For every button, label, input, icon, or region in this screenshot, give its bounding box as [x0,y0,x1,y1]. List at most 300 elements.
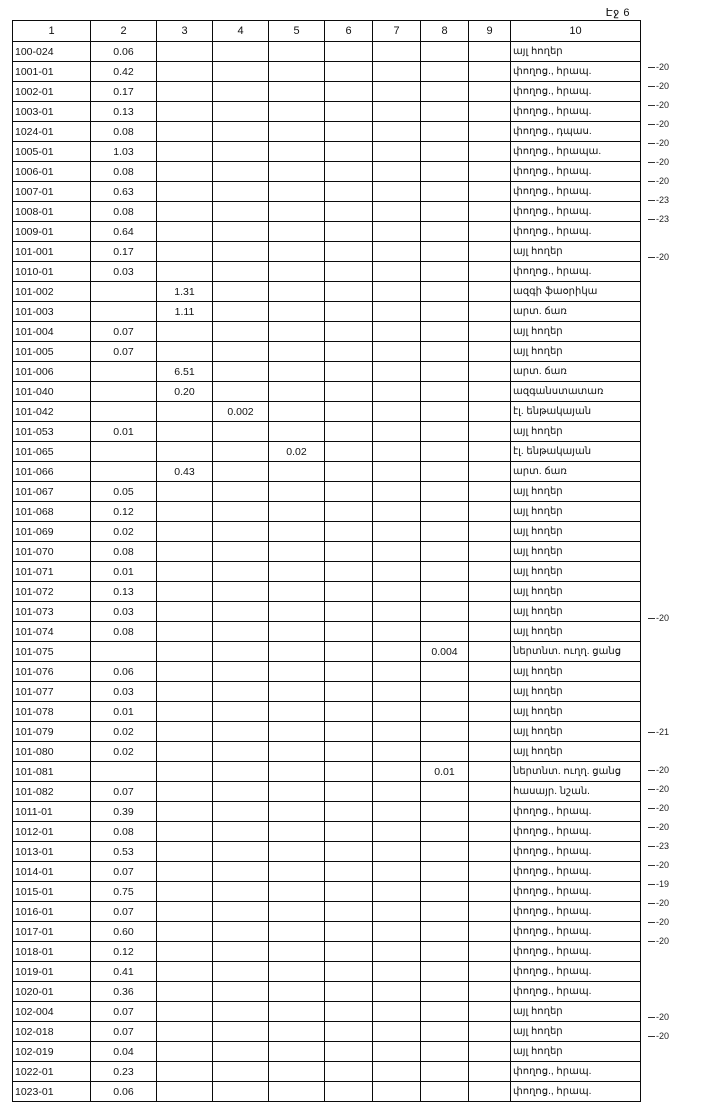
cell-col9 [469,182,511,202]
margin-note [648,1012,669,1022]
column-header-3: 3 [157,21,213,42]
cell-col8 [421,62,469,82]
cell-col7 [373,402,421,422]
cell-col2: 0.08 [91,622,157,642]
cell-col2: 0.03 [91,262,157,282]
margin-note-text: -20 [656,784,670,794]
cell-col3 [157,42,213,62]
cell-code: 1005-01 [13,142,91,162]
cell-col9 [469,642,511,662]
cell-col6 [325,622,373,642]
cell-code: 101-006 [13,362,91,382]
cell-col6 [325,62,373,82]
cell-col6 [325,782,373,802]
margin-note-dash-icon [648,903,655,904]
table-row [13,302,641,322]
cell-col8 [421,202,469,222]
cell-col6 [325,142,373,162]
margin-note-text: -20 [656,803,670,813]
cell-description: փողոց., հրապ. [511,942,641,962]
cell-description: փողոց., հրապ. [511,982,641,1002]
cell-col3 [157,82,213,102]
cell-col4 [213,462,269,482]
cell-col6 [325,702,373,722]
cell-col7 [373,62,421,82]
cell-col5 [269,622,325,642]
cell-col5 [269,102,325,122]
cell-col5 [269,342,325,362]
table-row [13,982,641,1002]
margin-note-text: -20 [656,898,670,908]
cell-code: 1010-01 [13,262,91,282]
cell-col7 [373,902,421,922]
margin-note-text: -20 [656,1031,670,1041]
cell-col8 [421,562,469,582]
cell-code: 1016-01 [13,902,91,922]
cell-col4 [213,742,269,762]
cell-col2: 0.39 [91,802,157,822]
cell-col9 [469,302,511,322]
cell-col6 [325,802,373,822]
cell-col5 [269,582,325,602]
cell-col7 [373,362,421,382]
cell-col5 [269,382,325,402]
cell-description: փողոց., հրապ. [511,1062,641,1082]
cell-col7 [373,522,421,542]
table-row [13,242,641,262]
cell-col3 [157,582,213,602]
cell-col3 [157,602,213,622]
cell-col7 [373,682,421,702]
cell-code: 102-004 [13,1002,91,1022]
cell-col7 [373,1062,421,1082]
table-row [13,162,641,182]
cell-col6 [325,902,373,922]
table-row [13,282,641,302]
cell-col2: 0.12 [91,942,157,962]
cell-col3 [157,342,213,362]
cell-col6 [325,262,373,282]
cell-col7 [373,42,421,62]
cell-col2 [91,362,157,382]
cell-col7 [373,1042,421,1062]
cell-col7 [373,182,421,202]
cell-col5 [269,942,325,962]
cell-code: 101-079 [13,722,91,742]
table-row [13,962,641,982]
cell-col8 [421,822,469,842]
cell-col7 [373,1082,421,1102]
cell-col5 [269,722,325,742]
cell-col8 [421,662,469,682]
margin-note-text: -23 [656,841,670,851]
table-row [13,682,641,702]
cell-col8 [421,1042,469,1062]
cell-col3 [157,722,213,742]
cell-code: 101-071 [13,562,91,582]
cell-col9 [469,842,511,862]
cell-code: 1007-01 [13,182,91,202]
cell-col5 [269,62,325,82]
cell-col6 [325,1042,373,1062]
table-row [13,482,641,502]
cell-col7 [373,82,421,102]
margin-note [648,784,669,794]
cell-col5 [269,182,325,202]
cell-col6 [325,762,373,782]
cell-description: փողոց., հրապ. [511,1082,641,1102]
margin-note-dash-icon [648,181,655,182]
table-row [13,722,641,742]
cell-col3 [157,702,213,722]
cell-description: այլ հողեր [511,482,641,502]
margin-note-text: -21 [656,727,670,737]
cell-col3 [157,1062,213,1082]
cell-col2 [91,762,157,782]
margin-note-text: -20 [656,765,670,775]
cell-col5 [269,1082,325,1102]
cell-col3 [157,402,213,422]
cell-description: այլ հողեր [511,702,641,722]
cell-col4 [213,1062,269,1082]
table-row [13,182,641,202]
cell-col9 [469,1002,511,1022]
table-row [13,222,641,242]
cell-col9 [469,722,511,742]
cell-description: ներտնտ. ուղղ. ցանց [511,762,641,782]
cell-col6 [325,162,373,182]
cell-col3 [157,902,213,922]
cell-col4 [213,482,269,502]
cell-description: այլ հողեր [511,1002,641,1022]
cell-col9 [469,922,511,942]
cell-col6 [325,1082,373,1102]
table-row [13,402,641,422]
cell-col3 [157,782,213,802]
cell-col9 [469,42,511,62]
cell-col7 [373,582,421,602]
cell-code: 1015-01 [13,882,91,902]
table-row [13,1002,641,1022]
cell-code: 1003-01 [13,102,91,122]
margin-note [648,252,669,262]
cell-col8 [421,882,469,902]
margin-note-dash-icon [648,143,655,144]
cell-col6 [325,462,373,482]
cell-col5 [269,842,325,862]
cell-col3 [157,62,213,82]
cell-col9 [469,362,511,382]
cell-col8 [421,182,469,202]
cell-col2: 0.75 [91,882,157,902]
cell-col8 [421,922,469,942]
cell-col2: 0.63 [91,182,157,202]
cell-col4 [213,642,269,662]
cell-col5 [269,682,325,702]
margin-note-dash-icon [648,732,655,733]
cell-col4 [213,342,269,362]
cell-col5 [269,202,325,222]
cell-col2 [91,402,157,422]
cell-col6 [325,1002,373,1022]
cell-col2: 0.53 [91,842,157,862]
cell-col8 [421,1082,469,1102]
cell-description: այլ հողեր [511,562,641,582]
cell-col2: 0.07 [91,862,157,882]
cell-col9 [469,602,511,622]
cell-col2: 0.07 [91,342,157,362]
cell-code: 1018-01 [13,942,91,962]
cell-col4 [213,82,269,102]
cell-col9 [469,862,511,882]
column-header-10: 10 [511,21,641,42]
cell-col5 [269,922,325,942]
cell-code: 1023-01 [13,1082,91,1102]
cell-col9 [469,802,511,822]
cell-col4 [213,362,269,382]
table-row [13,1022,641,1042]
table-row [13,142,641,162]
cell-col3 [157,1002,213,1022]
cell-col4 [213,422,269,442]
cell-col7 [373,542,421,562]
table-body [13,42,641,1102]
cell-col6 [325,842,373,862]
table-row [13,382,641,402]
cell-description: այլ հողեր [511,42,641,62]
cell-col8 [421,402,469,422]
cell-col6 [325,822,373,842]
cell-col5 [269,162,325,182]
cell-col5 [269,802,325,822]
cell-col2: 0.13 [91,582,157,602]
table-row [13,122,641,142]
cell-col9 [469,1022,511,1042]
cell-col6 [325,242,373,262]
cell-col5 [269,1042,325,1062]
cell-col5 [269,542,325,562]
cell-col9 [469,762,511,782]
cell-description: փողոց., հրապ. [511,162,641,182]
cell-col3 [157,822,213,842]
cell-col9 [469,122,511,142]
cell-col8 [421,802,469,822]
cell-col8 [421,1062,469,1082]
cell-col2: 0.08 [91,202,157,222]
column-header-1: 1 [13,21,91,42]
margin-note-text: -20 [656,917,670,927]
cell-col8 [421,262,469,282]
cell-col5 [269,462,325,482]
cell-description: փողոց., հրապ. [511,222,641,242]
cell-col2: 0.07 [91,1002,157,1022]
margin-note-text: -20 [656,936,670,946]
cell-col7 [373,242,421,262]
cell-col4 [213,722,269,742]
cell-description: փողոց., հրապ. [511,842,641,862]
cell-col4 [213,302,269,322]
cell-col8 [421,502,469,522]
margin-note [648,1031,669,1041]
cell-description: փողոց., հրապ. [511,922,641,942]
margin-note-dash-icon [648,941,655,942]
cell-col8 [421,122,469,142]
cell-col2: 0.03 [91,682,157,702]
cell-col7 [373,302,421,322]
cell-col8 [421,322,469,342]
cell-col8 [421,742,469,762]
cell-col6 [325,522,373,542]
cell-col3 [157,142,213,162]
cell-col6 [325,582,373,602]
cell-col8 [421,102,469,122]
cell-col6 [325,302,373,322]
cell-col2: 0.08 [91,542,157,562]
cell-code: 101-004 [13,322,91,342]
cell-col8 [421,422,469,442]
cell-col8 [421,782,469,802]
cell-col7 [373,442,421,462]
cell-col9 [469,322,511,342]
cell-col5 [269,122,325,142]
cell-col3 [157,842,213,862]
cell-col4 [213,622,269,642]
cell-col5 [269,82,325,102]
cell-col4 [213,782,269,802]
cell-col6 [325,742,373,762]
cell-col8 [421,842,469,862]
margin-note [648,138,669,148]
cell-col5 [269,1022,325,1042]
table-row [13,102,641,122]
cell-col7 [373,502,421,522]
margin-note [648,195,669,205]
table-row [13,702,641,722]
cell-col2: 0.02 [91,742,157,762]
cell-col9 [469,222,511,242]
cell-col5 [269,42,325,62]
cell-col7 [373,142,421,162]
cell-col8 [421,522,469,542]
cell-col6 [325,602,373,622]
margin-note-text: -20 [656,81,670,91]
column-header-4: 4 [213,21,269,42]
cell-col4 [213,922,269,942]
margin-note-text: -23 [656,195,670,205]
cell-description: այլ հողեր [511,522,641,542]
margin-note-text: -20 [656,252,670,262]
cell-col9 [469,82,511,102]
cell-col3 [157,442,213,462]
table-row [13,862,641,882]
cell-col2: 0.01 [91,562,157,582]
cell-col3 [157,262,213,282]
cell-col9 [469,562,511,582]
cell-col9 [469,582,511,602]
margin-note-dash-icon [648,789,655,790]
cell-col3 [157,162,213,182]
table-row [13,462,641,482]
cell-description: փողոց., հրապ. [511,882,641,902]
margin-note [648,62,669,72]
margin-note [648,81,669,91]
cell-col2: 1.03 [91,142,157,162]
margin-note [648,898,669,908]
cell-code: 101-053 [13,422,91,442]
cell-col5 [269,862,325,882]
cell-col5 [269,662,325,682]
cell-col5 [269,902,325,922]
cell-col2: 0.08 [91,122,157,142]
cell-col7 [373,602,421,622]
cell-col3 [157,122,213,142]
cell-col7 [373,782,421,802]
cell-col5 [269,482,325,502]
margin-note-text: -23 [656,214,670,224]
cell-code: 100-024 [13,42,91,62]
cell-col4 [213,842,269,862]
cell-code: 101-076 [13,662,91,682]
margin-note-dash-icon [648,257,655,258]
cell-col3 [157,682,213,702]
cell-col9 [469,422,511,442]
cell-col4 [213,442,269,462]
cell-col8 [421,622,469,642]
cell-col9 [469,1042,511,1062]
cell-col5 [269,782,325,802]
cell-description: այլ հողեր [511,622,641,642]
cell-col4 [213,262,269,282]
cell-col7 [373,922,421,942]
cell-col4 [213,142,269,162]
margin-note-text: -20 [656,157,670,167]
cell-description: այլ հողեր [511,242,641,262]
cell-description: փողոց., հրապ. [511,802,641,822]
table-row [13,422,641,442]
cell-col8 [421,542,469,562]
margin-note-text: -20 [656,1012,670,1022]
cell-col6 [325,182,373,202]
cell-col8 [421,722,469,742]
cell-col2: 0.03 [91,602,157,622]
margin-note [648,765,669,775]
cell-col7 [373,702,421,722]
margin-note-dash-icon [648,200,655,201]
cell-col5 [269,522,325,542]
table-row [13,262,641,282]
cell-code: 101-082 [13,782,91,802]
table-row [13,642,641,662]
margin-note [648,727,669,737]
cell-col6 [325,222,373,242]
cell-col8 [421,222,469,242]
cell-col2 [91,462,157,482]
cell-col7 [373,1022,421,1042]
cell-col3 [157,202,213,222]
table-row [13,82,641,102]
cell-col2 [91,302,157,322]
cell-col7 [373,282,421,302]
cell-col8 [421,142,469,162]
cell-col4: 0.002 [213,402,269,422]
cell-col7 [373,102,421,122]
table-row [13,842,641,862]
margin-note-dash-icon [648,884,655,885]
cell-col7 [373,642,421,662]
cell-col8 [421,42,469,62]
cell-col8 [421,942,469,962]
cell-description: էլ. ենթակայան [511,442,641,462]
